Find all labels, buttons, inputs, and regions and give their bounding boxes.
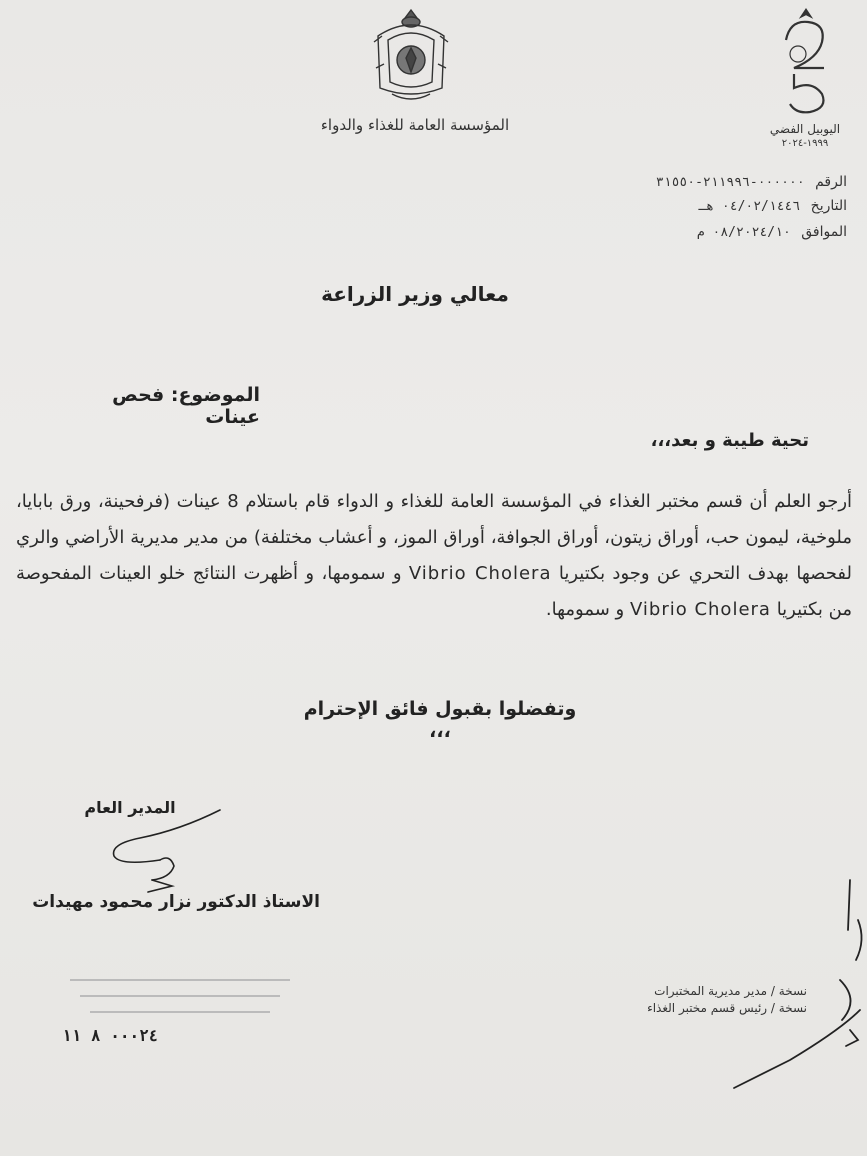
coat-of-arms-logo (372, 8, 450, 106)
greeting: تحية طيبة و بعد،،، (650, 430, 809, 451)
silver-jubilee-logo (772, 4, 840, 116)
bacteria-name-1: Vibrio Cholera (408, 563, 552, 584)
reference-value: ٠٠٠٠٠٠-٢١١٩٩٦-٣١٥٥٠ (655, 175, 805, 190)
organization-name: المؤسسة العامة للغذاء والدواء (320, 116, 510, 134)
jubilee-years: ١٩٩٩-٢٠٢٤ (781, 138, 829, 149)
archive-number: ٠٠٠٢٤ ٨ ١١ (62, 1026, 159, 1045)
body-paragraph-part-3: و سمومها. (545, 599, 625, 620)
bacteria-name-2: Vibrio Cholera (629, 599, 771, 620)
hijri-date-line (698, 198, 847, 214)
addressee: معالي وزير الزراعة (321, 282, 509, 306)
jubilee-caption: اليوبيل الفضي (769, 122, 841, 136)
signer-title: المدير العام (84, 798, 176, 817)
closing-line: وتفضلوا بقبول فائق الإحترام ،،، (303, 698, 577, 742)
body-paragraph-part-1: أرجو العلم أن قسم مختبر الغذاء في المؤسسة العامة للغذاء و الدواء قام باستلام 8 عينات (فرفحينة، ورق بابايا، ملوخية، ليمون حب، أوراق زيتون، أوراق الجوافة، أوراق الموز، و أعشاب مختلفة) من مدير مديرية الأراضي والري لفحصها بهدف التحري عن وجود بكتيريا (16, 491, 853, 584)
gregorian-date-line (697, 224, 847, 240)
gregorian-value: ٠٨/٢٠٢٤/١٠ م (696, 225, 791, 240)
copy-recipient: نسخة / رئيس قسم مختبر الغذاء (647, 1001, 807, 1015)
date-label: التاريخ (810, 198, 847, 214)
copy-recipient: نسخة / مدير مديرية المختبرات (654, 984, 807, 998)
body-paragraph-part-2: و سمومها، و أظهرت النتائج خلو العينات المفحوصة من بكتيريا (16, 563, 852, 620)
gregorian-label: الموافق (801, 224, 847, 240)
letter-body (16, 484, 852, 628)
signer-name: الاستاذ الدكتور نزار محمود مهيدات (32, 892, 320, 912)
subject-line: الموضوع: فحص عينات (112, 384, 260, 428)
faded-stamp (50, 968, 310, 1028)
reference-number-line (656, 174, 847, 190)
date-value: ٠٤/٠٢/١٤٤٦ هـ (698, 199, 801, 214)
margin-handwriting (730, 860, 867, 1100)
reference-label: الرقم (815, 174, 847, 190)
handwritten-signature (100, 800, 230, 900)
